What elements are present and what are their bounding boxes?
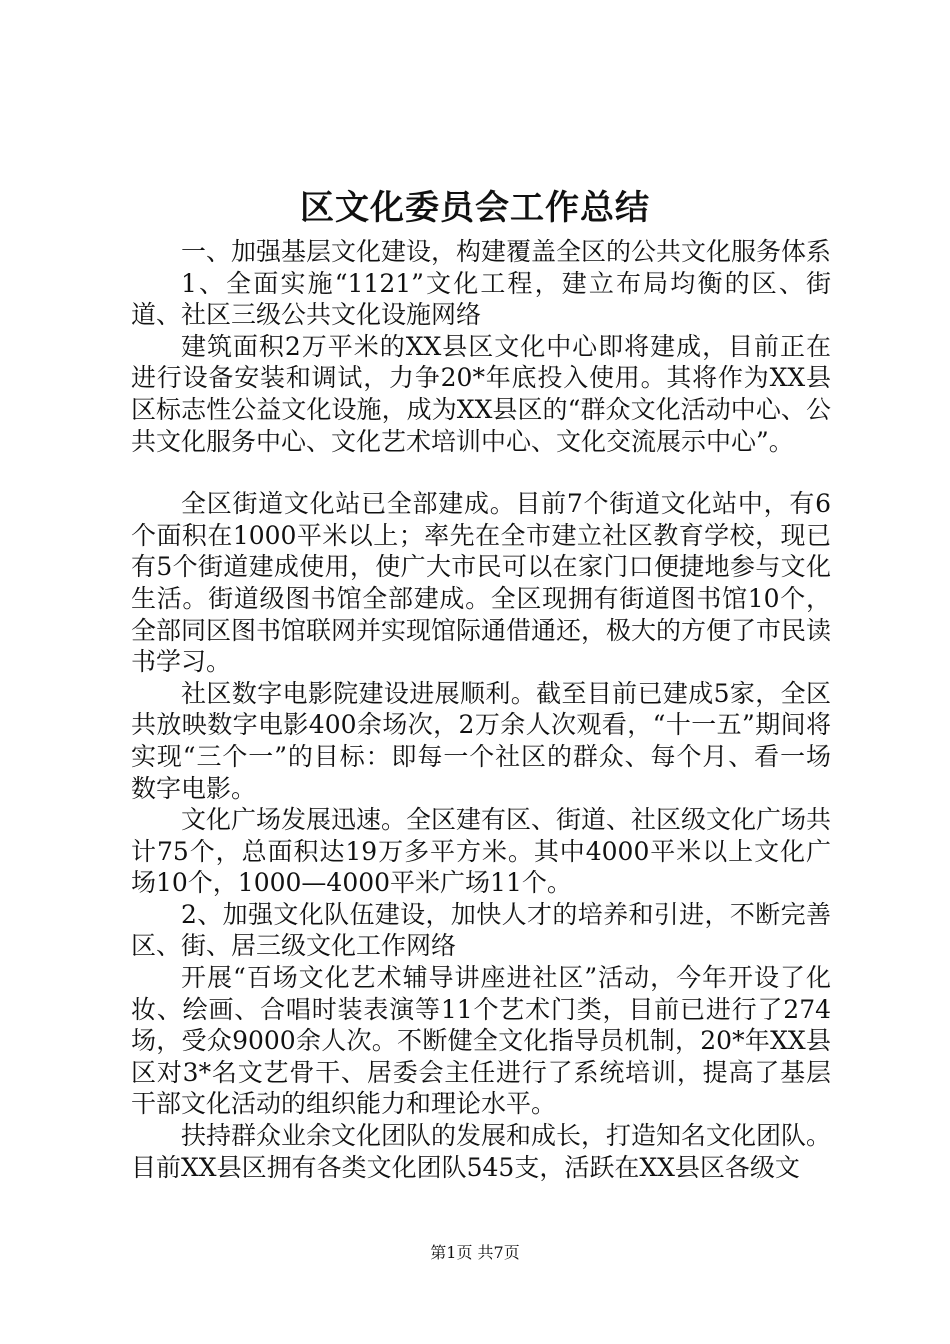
paragraph-culture-teams: 扶持群众业余文化团队的发展和成长，打造知名文化团队。目前XX县区拥有各类文化团队545支，活跃在XX县区各级文 [131,1121,832,1182]
paragraph-digital-cinema: 社区数字电影院建设进展顺利。截至目前已建成5家，全区共放映数字电影400余场次，2万余人次观看，“十一五”期间将实现“三个一”的目标：即每一个社区的群众、每个月、看一场数字电影。 [131,678,831,803]
paragraph-street-stations: 全区街道文化站已全部建成。目前7个街道文化站中，有6个面积在1000平米以上；率先在全市建立社区教育学校，现已有5个街道建成使用，使广大市民可以在家门口便捷地参与文化生活。街道级图书馆全部建成。全区现拥有街道图书馆10个，全部同区图书馆联网并实现馆际通借通还，极大的方便了市民读书学习。 [131,489,832,677]
section-heading-1: 一、加强基层文化建设，构建覆盖全区的公共文化服务体系 [181,237,832,266]
paragraph-culture-squares: 文化广场发展迅速。全区建有区、街道、社区级文化广场共计75个，总面积达19万多平方米。其中4000平米以上文化广场10个，1000—4000平米广场11个。 [131,805,832,898]
paragraph-culture-center: 建筑面积2万平米的XX县区文化中心即将建成，目前正在进行设备安装和调试，力争20*年底投入使用。其将作为XX县区标志性公益文化设施，成为XX县区的“群众文化活动中心、公共文化服务中心、文化艺术培训中心、文化交流展示中心”。 [131,331,831,456]
subsection-heading-2: 2、加强文化队伍建设，加快人才的培养和引进，不断完善区、街、居三级文化工作网络 [131,899,831,961]
paragraph-art-lectures: 开展“百场文化艺术辅导讲座进社区”活动，今年开设了化妆、绘画、合唱时装表演等11个艺术门类，目前已进行了274场，受众9000余人次。不断健全文化指导员机制，20*年XX县区对3*名文艺骨干、居委会主任进行了系统培训，提高了基层干部文化活动的组织能力和理论水平。 [131,963,831,1119]
page-title: 区文化委员会工作总结 [300,188,650,228]
page-footer: 第1页 共7页 [430,1243,520,1262]
subsection-heading-1: 1、全面实施“1121”文化工程，建立布局均衡的区、街道、社区三级公共文化设施网络 [131,268,831,330]
document-body [131,236,831,1183]
